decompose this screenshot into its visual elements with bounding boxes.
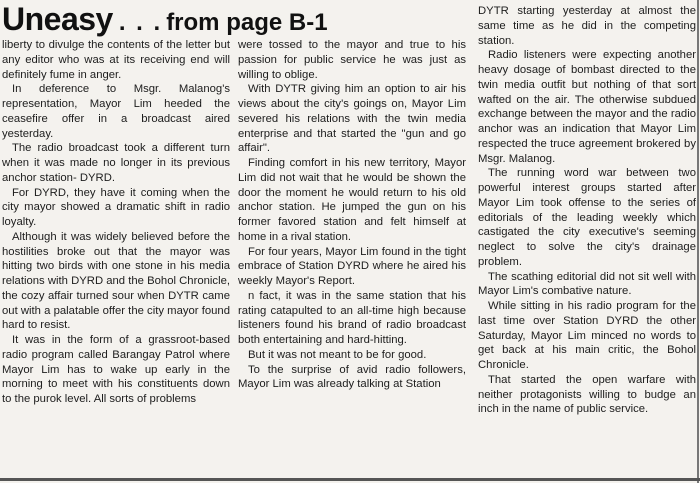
- paragraph: DYTR starting yesterday at almost the same time as he did in the competing station.: [478, 5, 696, 47]
- paragraph: The scathing editorial did not sit well with Mayor Lim's combative nature.: [478, 270, 696, 298]
- paragraph: The radio broadcast took a different turn when it was made no longer in its previous anchor station- DYRD.: [2, 142, 230, 184]
- bottom-border-rule: [0, 478, 700, 481]
- paragraph: Finding comfort in his new territory, Mayor Lim did not wait that he would be shown the door the moment he would return to his old anchor station. He jumped the gun on his former favored station and felt himself at home in a rival station.: [238, 157, 466, 243]
- article-column-1: [2, 38, 230, 478]
- paragraph: Radio listeners were expecting another heavy dosage of bombast directed to the twin media outfit but nothing of that sort wafted on the air. The otherwise subdued exchange between the mayor and the radio anchor was an indication that Mayor Lim respected the truce agreement brokered by Msgr. Malanog.: [478, 49, 696, 165]
- paragraph: For DYRD, they have it coming when the city mayor showed a dramatic shift in radio loyalty.: [2, 186, 230, 228]
- paragraph: For four years, Mayor Lim found in the tight embrace of Station DYRD where he aired his weekly Mayor's Report.: [238, 245, 466, 287]
- article-column-2: [238, 38, 466, 478]
- headline-main: Uneasy: [2, 1, 113, 37]
- paragraph: liberty to divulge the contents of the letter but any editor who was at its receiving end will definitely fume in anger.: [2, 39, 230, 81]
- article-column-3: [478, 4, 696, 478]
- paragraph: It was in the form of a grassroot-based radio program called Barangay Patrol where Mayor Lim has to wake up early in the morning to meet with his constituents down to the purok level. All sorts of problems: [2, 334, 230, 405]
- paragraph: In deference to Msgr. Malanog's representation, Mayor Lim heeded the ceasefire offer in a broadcast aired yesterday.: [2, 83, 230, 140]
- paragraph: Although it was widely believed before the hostilities broke out that the mayor was hitting two birds with one stone in his media relations with DYRD and the Bohol Chronicle, the cozy affair turned sour when DYTR came out with a palatable offer the city mayor found hard to resist.: [2, 230, 230, 332]
- headline-dots: . . .: [118, 9, 163, 36]
- paragraph: The running word war between two powerful interest groups started after Mayor Lim took offense to the series of editorials of the leading weekly which castigated the city executive's seeming neglect to solve the city's drainage problem.: [478, 167, 696, 268]
- paragraph: were tossed to the mayor and true to his passion for public service he was just as willing to oblige.: [238, 39, 466, 81]
- right-border-rule: [697, 0, 699, 483]
- headline: [2, 0, 472, 38]
- paragraph: While sitting in his radio program for the last time over Station DYRD the other Saturday, Mayor Lim minced no words to get back at his main critic, the Bohol Chronicle.: [478, 300, 696, 371]
- paragraph: That started the open warfare with neither protagonists willing to budge an inch in the name of public service.: [478, 373, 696, 416]
- paragraph: With DYTR giving him an option to air his views about the city's goings on, Mayor Lim severed his relations with the twin media enterprise and that started the "gun and go affair".: [238, 83, 466, 155]
- paragraph: To the surprise of avid radio followers, Mayor Lim was already talking at Station: [238, 363, 466, 391]
- paragraph: n fact, it was in the same station that his rating catapulted to an all-time high because listeners found his brand of radio broadcast both entertaining and hard-hitting.: [238, 289, 466, 346]
- paragraph: But it was not meant to be for good.: [248, 348, 427, 361]
- headline-continuation: from page B-1: [166, 9, 328, 36]
